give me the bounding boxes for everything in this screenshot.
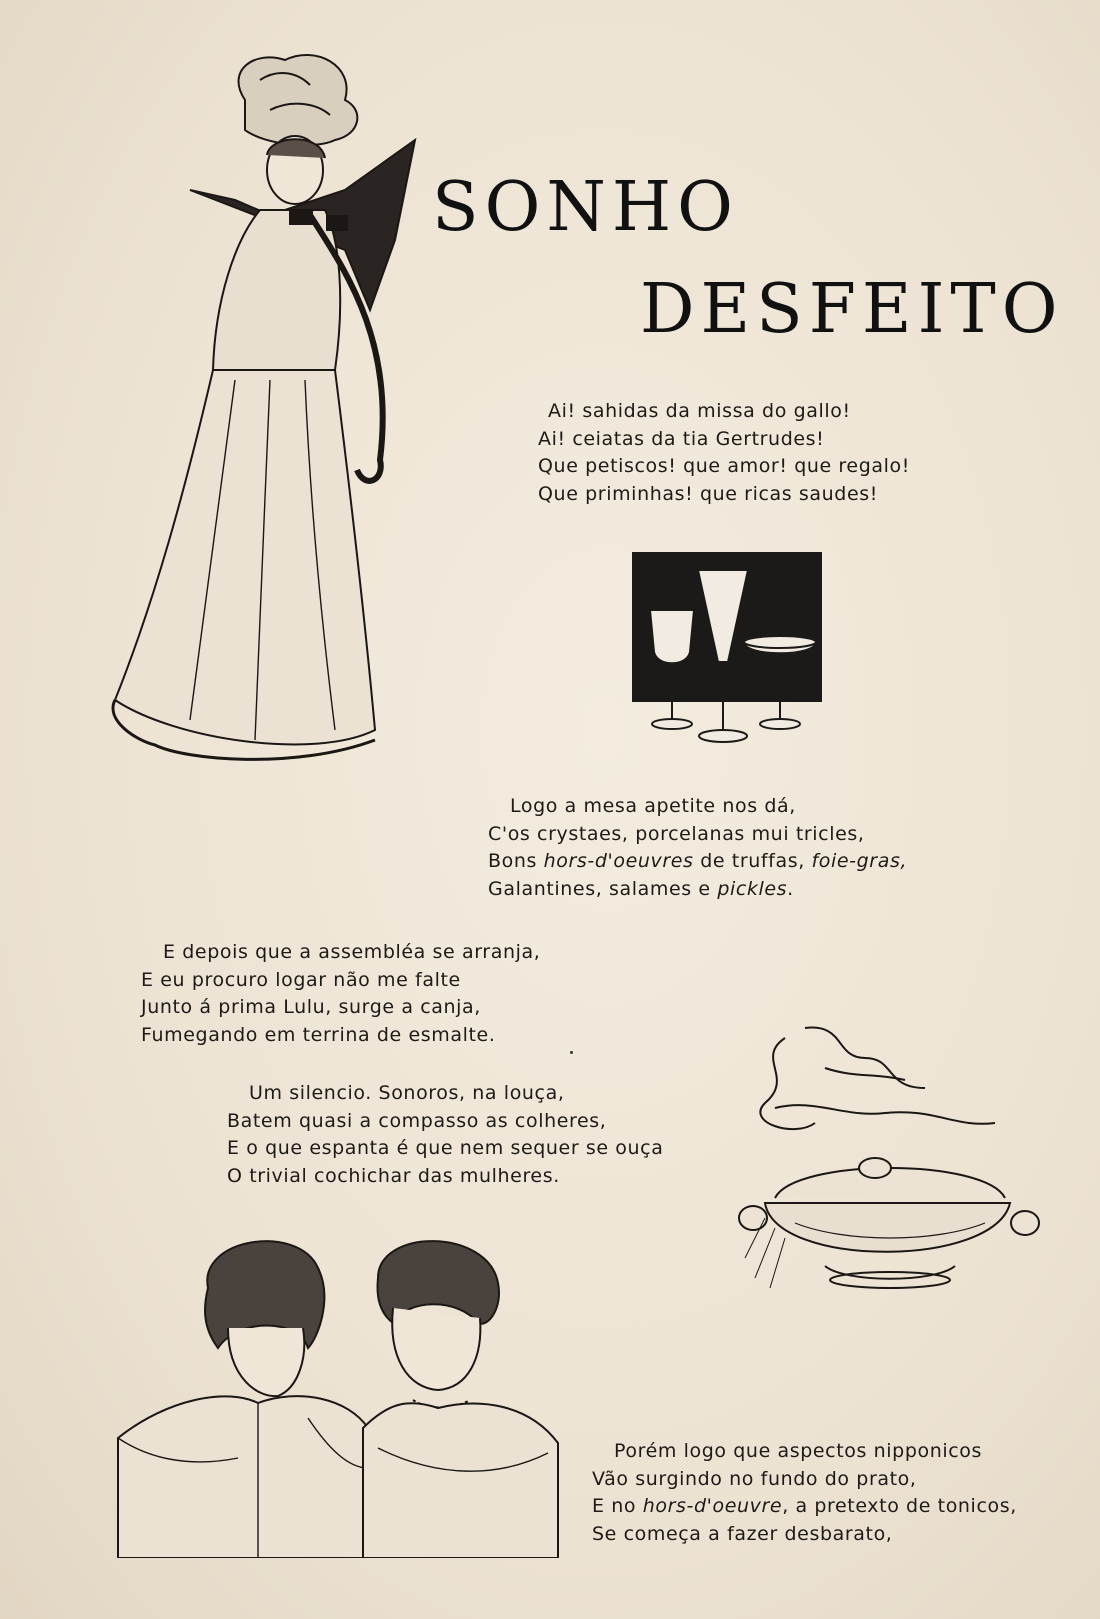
verse-line: Um silencio. Sonoros, na louça, xyxy=(249,1082,565,1104)
title-line-1: SONHO xyxy=(432,168,739,247)
verse-line-mixed xyxy=(488,848,907,876)
verse-line: Junto á prima Lulu, surge a canja, xyxy=(141,996,481,1018)
stanza-3 xyxy=(141,939,540,1049)
italic-run: foie-gras, xyxy=(811,850,908,872)
verse-line: Ai! ceiatas da tia Gertrudes! xyxy=(538,427,825,450)
text-run: E no xyxy=(592,1495,643,1517)
stanza-4 xyxy=(227,1080,663,1190)
italic-run: pickles xyxy=(717,877,788,900)
tureen-illustration xyxy=(735,1018,1045,1318)
verse-line: Logo a mesa apetite nos dá, xyxy=(510,795,796,817)
text-run: de truffas, xyxy=(693,850,812,872)
text-run: . xyxy=(787,877,794,900)
ink-speck xyxy=(570,1051,573,1054)
verse-line: Vão surgindo no fundo do prato, xyxy=(592,1467,917,1490)
verse-line: Ai! sahidas da missa do gallo! xyxy=(548,400,851,422)
text-run: Bons xyxy=(488,850,544,872)
verse-line: Fumegando em terrina de esmalte. xyxy=(141,1023,496,1046)
verse-line: Batem quasi a compasso as colheres, xyxy=(227,1109,607,1132)
glasses-illustration xyxy=(632,552,822,748)
two-women-illustration xyxy=(108,1228,578,1558)
stanza-5 xyxy=(592,1438,1017,1548)
verse-line: Que priminhas! que ricas saudes! xyxy=(538,482,878,505)
verse-line: O trivial cochichar das mulheres. xyxy=(227,1164,560,1187)
verse-line: C'os crystaes, porcelanas mui tricles, xyxy=(488,822,865,845)
verse-line: Que petiscos! que amor! que regalo! xyxy=(538,455,910,477)
verse-line: Porém logo que aspectos nipponicos xyxy=(614,1440,983,1462)
verse-line: E depois que a assembléa se arranja, xyxy=(163,941,541,963)
verse-line: E o que espanta é que nem sequer se ouça xyxy=(227,1137,664,1159)
italic-run: hors-d'oeuvres xyxy=(543,850,694,872)
verse-line-mixed xyxy=(488,876,907,904)
text-run: , a pretexto de tonicos, xyxy=(782,1495,1017,1517)
text-run: Galantines, salames e xyxy=(488,877,718,900)
verse-line: E eu procuro logar não me falte xyxy=(141,968,461,991)
title-line-2: DESFEITO xyxy=(640,270,1064,349)
italic-run: hors-d'oeuvre xyxy=(642,1495,783,1517)
lady-illustration xyxy=(95,40,425,780)
verse-line-mixed xyxy=(592,1493,1017,1521)
stanza-2 xyxy=(488,793,907,903)
verse-line: Se começa a fazer desbarato, xyxy=(592,1522,893,1545)
stanza-1 xyxy=(538,398,910,508)
